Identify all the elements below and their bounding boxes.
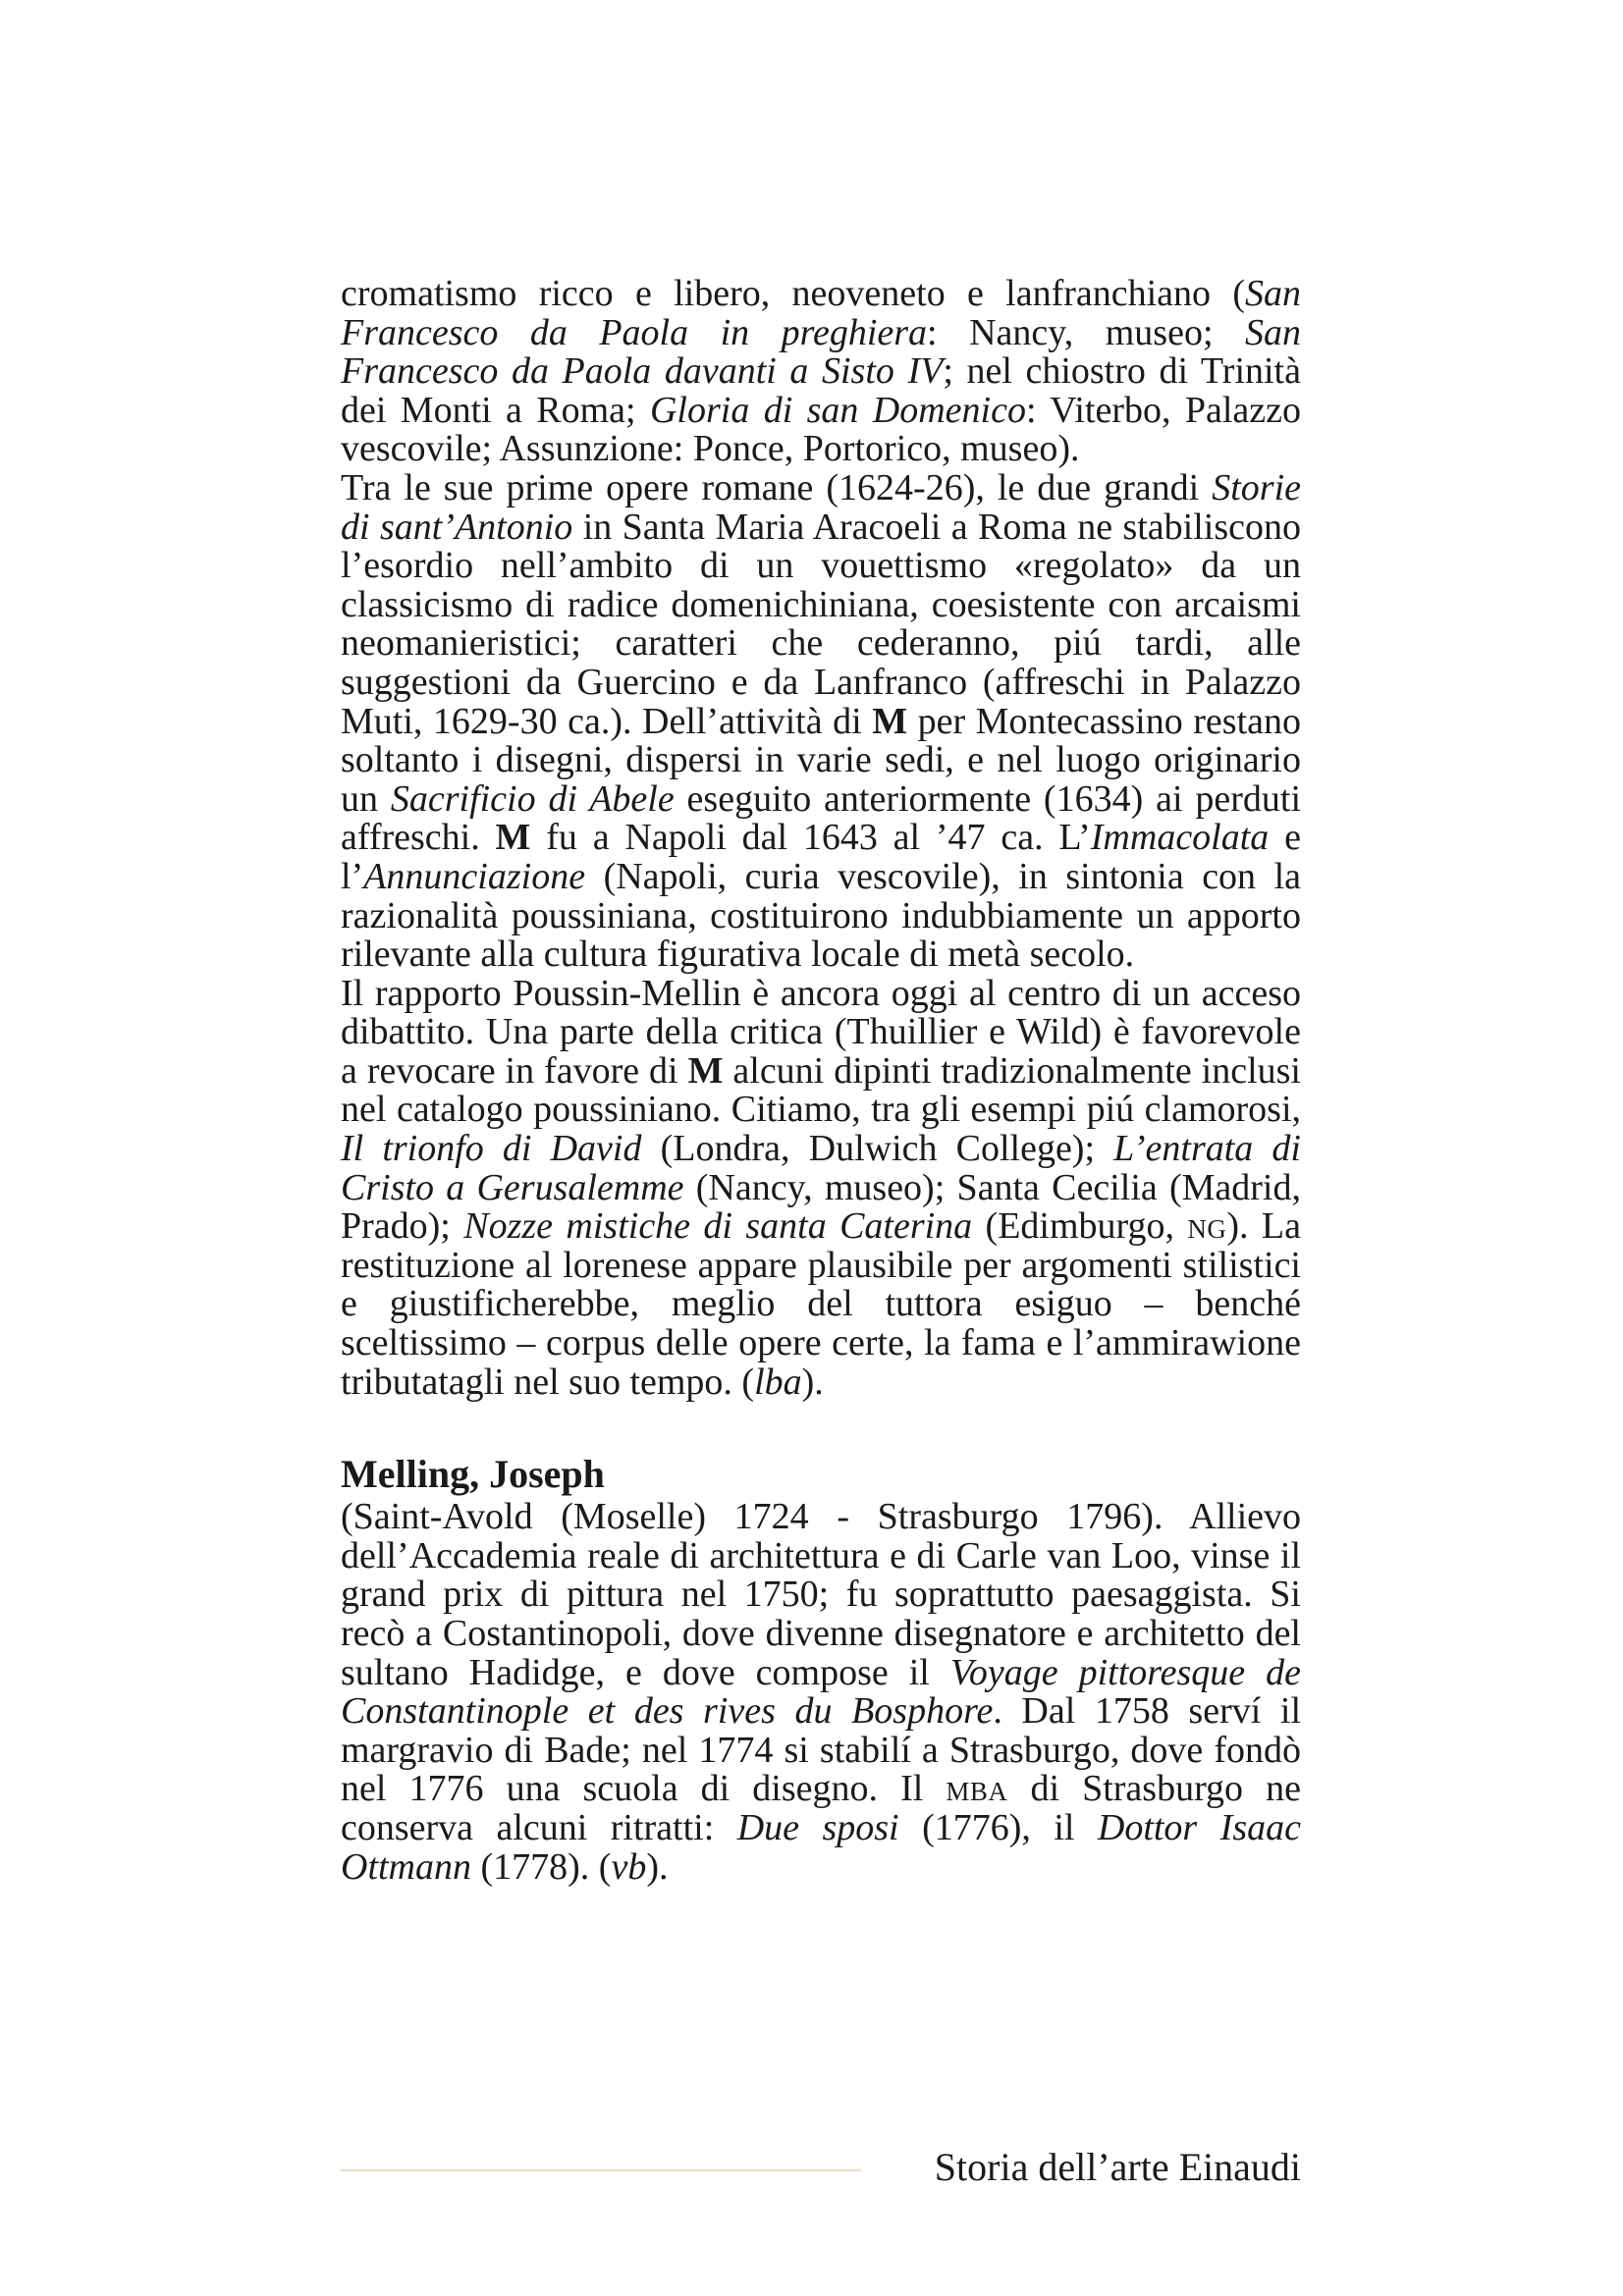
text-run: Tra le sue prime opere romane (1624-26), le due grandi (341, 466, 1213, 508)
paragraph-poussin-mellin (341, 972, 1301, 1403)
author-initial-bold: M (872, 700, 908, 742)
text-run: ; nel chiostro di Trinità dei Monti a Roma; (341, 350, 1301, 431)
italic-title: lba (754, 1361, 802, 1403)
text-run: (Saint-Avold (Moselle) 1724 - Strasburgo 1796). Allievo dell’Accademia reale di architettura e di Carle van Loo, vinse il grand prix di pittura nel 1750; fu soprattutto paesaggista. Si recò a Costantinopoli, dove divenne disegnatore e architetto del sultano Hadidge, e dove compose il (341, 1496, 1301, 1693)
text-run: : Viterbo, Palazzo vescovile; Assunzione: Ponce, Portorico, museo). (341, 389, 1302, 470)
footer-divider (341, 2169, 861, 2171)
italic-title: vb (611, 1845, 647, 1888)
author-initial-bold: M (687, 1049, 724, 1092)
author-initial-bold: M (495, 817, 531, 859)
text-run: (Nancy, museo); Santa Cecilia (Madrid, Prado); (341, 1166, 1301, 1248)
text-run: fu a Napoli dal 1643 al ’47 ca. L’ (530, 817, 1091, 859)
text-run: Il rapporto Poussin-Mellin è ancora oggi al centro di un acceso dibattito. Una parte della critica (Thuillier e Wild) è favorevole a revocare in favore di (341, 972, 1301, 1092)
text-run: : Nancy, museo; (927, 311, 1245, 353)
italic-title: L’entrata di Cristo a Gerusalemme (341, 1128, 1301, 1208)
text-run: ). (646, 1845, 669, 1888)
text-run: ). (801, 1361, 824, 1403)
italic-title: Immacolata (1090, 817, 1270, 859)
main-text-column (341, 275, 1301, 1887)
italic-title: Gloria di san Domenico (649, 389, 1026, 431)
text-run: in Santa Maria Aracoeli a Roma ne stabiliscono l’esordio nell’ambito di un vouettismo «regolato» da un classicismo di radice domenichiniana, coesistente con arcaismi neomanieristici; caratteri che cederanno, piú tardi, alle suggestioni da Guercino e da Lanfranco (affreschi in Palazzo Muti, 1629-30 ca.). Dell’attività di (341, 506, 1302, 742)
italic-title: Nozze mistiche di santa Caterina (463, 1205, 973, 1248)
text-run: (Edimburgo, (972, 1205, 1188, 1248)
text-run: di Strasburgo ne conserva alcuni ritratti: (341, 1768, 1301, 1848)
italic-title: Storie di sant’Antonio (341, 466, 1301, 548)
text-run: cromatismo ricco e libero, neoveneto e lanfranchiano ( (341, 273, 1245, 314)
text-run: . Dal 1758 serví il margravio di Bade; nel 1774 si stabilí a Strasburgo, dove fondò nel 1776 una scuola di disegno. Il (341, 1690, 1301, 1810)
text-run: alcuni dipinti tradizionalmente inclusi nel catalogo poussiniano. Citiamo, tra gli esempi piú clamorosi, (341, 1049, 1301, 1131)
text-run: eseguito anteriormente (1634) ai perduti affreschi. (341, 777, 1301, 859)
italic-title: Annunciazione (363, 855, 586, 897)
paragraph-early-roman-works (341, 466, 1302, 976)
italic-title: Dottor Isaac Ottmann (341, 1806, 1301, 1888)
paragraph-continuation (341, 275, 1301, 469)
italic-title: Due sposi (736, 1806, 899, 1848)
text-run: (1778). ( (471, 1845, 612, 1888)
text-run: e l’ (341, 817, 1301, 897)
italic-title: San Francesco da Paola davanti a Sisto IV (341, 311, 1301, 393)
museum-abbreviation: ng (1187, 1205, 1227, 1248)
text-run: (Napoli, curia vescovile), in sintonia con la razionalità poussiniana, costituirono indubbiamente un apporto rilevante alla cultura figurativa locale di metà secolo. (341, 855, 1301, 976)
text-run: (Londra, Dulwich College); (641, 1128, 1114, 1170)
italic-title: Voyage pittoresque de Constantinople et des rives du Bosphore (341, 1651, 1302, 1733)
italic-title: San Francesco da Paola in preghiera (341, 273, 1301, 353)
text-run: (1776), il (898, 1806, 1098, 1848)
museum-abbreviation: mba (946, 1768, 1008, 1810)
text-run: per Montecassino restano soltanto i disegni, dispersi in varie sedi, e nel luogo originario un (341, 700, 1301, 820)
italic-title: Sacrificio di Abele (390, 777, 675, 820)
text-run: ). La restituzione al lorenese appare plausibile per argomenti stilistici e giustificherebbe, meglio del tuttora esiguo – benché sceltissimo – corpus delle opere certe, la fama e l’ammirawione tributatagli nel suo tempo. ( (341, 1205, 1301, 1403)
italic-title: Il trionfo di David (341, 1128, 642, 1170)
footer-publication-title: Storia dell’arte Einaudi (934, 2145, 1301, 2189)
entry-heading: Melling, Joseph (341, 1452, 605, 1497)
entry-body (341, 1498, 1301, 1887)
